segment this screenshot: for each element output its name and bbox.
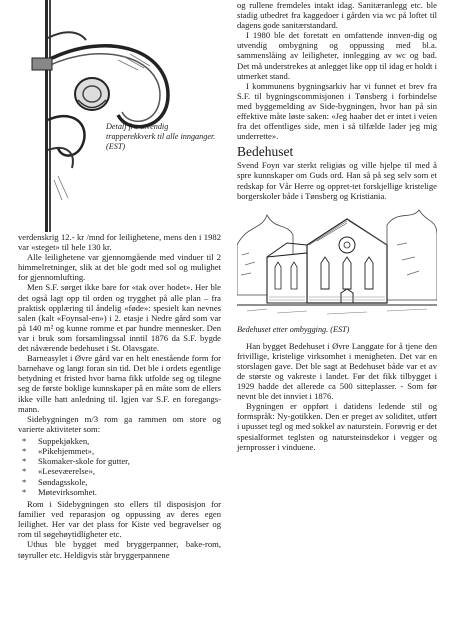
paragraph: I kommunens bygningsarkiv har vi funnet et brev fra S.F. til bygningscommisjonen i Tønsberg i forbindelse med byggemelding av Side-bygningen, hvor han på sin effektive måte løste saken: «Jeg haaber det er intet i veien fra det offentliges side, men i så tilfælde lader jeg mig underrette». — [237, 80, 437, 142]
paragraph: Han bygget Bedehuset i Øvre Langgate for å tjene den frivillige, kristelige virksomhet i menigheten. Det var en storslagen gave. Det ble sagt at Bedehuset både var et av de største og vakreste i landet. Før det fikk tilbygget i 1929 hadde det allerede ca 500 sitteplasser. - Som før nevnt ble det innviet i 1876. — [237, 340, 437, 402]
paragraph: Uthus ble bygget med bryggerpanner, bake-rom, tøyruller etc. Heldigvis står bryggerpannene — [18, 539, 221, 560]
railing-figure — [18, 0, 221, 232]
bedehuset-illustration — [237, 205, 437, 323]
railing-illustration — [18, 0, 221, 232]
list-item: * «Pikehjemmet», — [22, 446, 95, 457]
figure-caption-railing: Detalj fra utvendig trapperekkverk til alle innganger. (EST) — [106, 122, 216, 151]
right-column — [237, 0, 437, 452]
activity-list — [18, 436, 221, 497]
paragraph: Rom i Sidebygningen sto ellers til disposisjon for familier ved reparasjon og oppussing av deres egen leilighet. Her var det plass for Kiste ved begravelser og rom til søgehøytidligheter etc. — [18, 499, 221, 540]
section-heading: Bedehuset — [237, 144, 294, 160]
figure-caption-bedehuset: Bedehuset etter ombygging. (EST) — [237, 324, 350, 334]
list-item: * Møtevirksomhet. — [22, 486, 97, 497]
list-item: * «Lesevæerelse», — [22, 466, 96, 477]
paragraph: Svend Foyn var sterkt religiøs og ville hjelpe til med å spre kunnskaper om Guds ord. Han så på seg selv som et redskap for Vår Herre og oppret-tet forskjellige kristelige borgerskoler både i Tønsberg og Kristiania. — [237, 160, 437, 201]
bedehuset-figure — [237, 205, 437, 335]
paragraph: verdenskrig 12.- kr /mnd for leilighetene, mens den i 1982 var «steget» til hele 130 kr. — [18, 232, 221, 253]
paragraph: Alle leilighetene var gjennomgående med vinduer til 2 himmelretninger, slik at det ble godt med sol og mulighet for gjennomlufting. — [18, 252, 221, 283]
paragraph: Barneasylet i Øvre gård var en helt enestående form for barnehave og langt foran sin tid. Det ble i ordets egentlige betydning et fristed hvor barna fikk utfolde seg og tilegne seg de første boklige kunnskaper på en måte som de ellers ikke ville hatt anledning til. Igjen var S.F. en foregangs-mann. — [18, 353, 221, 414]
paragraph: I 1980 ble det foretatt en omfattende innven-dig og utvendig ombygning og oppussing med bl.a. sammenslåing av leiligheter, innlegging av wc og bad. Det må understrekes at anlegget like opp til idag er holdt i utmerket stand. — [237, 30, 437, 81]
left-column — [18, 0, 221, 560]
list-item: * Suppekjøkken, — [22, 435, 90, 446]
paragraph: Bygningen er oppført i datidens ledende stil og formspråk: Ny-gotikken. Den er preget av soliditet, utført i upusset tegl og med sokkel av naturstein. Forøvrig er det spesialformet teglsten og natursteinsdekor i vegger og jernprosser i vinduene. — [237, 401, 437, 452]
paragraph: og rullene fremdeles intakt idag. Sanitæranlegg etc. ble stadig utbedret fra kaggedoer i gården via wc på loftet til dagens gode sanitærstandard. — [237, 0, 437, 31]
list-item: * Skomaker-skole for gutter, — [22, 456, 130, 467]
paragraph: Sidebygningen m/3 rom ga rammen om store og varierte aktiviteter som: — [18, 413, 221, 434]
paragraph: Men S.F. sørget ikke bare for «tak over hodet». Her ble det også lagt opp til orden og trygghet på alle plan – fra praktisk opplæring til åndelig «føde»: spesielt kan nevnes salen (kalt «Foynsal-en») i 2. etasje i Nedre gård som var på 140 m² og kunne romme et par hundre mennesker. Den var i bruk som forsamlingssal inntil 1876 da S.F. bygde det nåværende bedehuset i St. Olavsgate. — [18, 282, 221, 354]
list-item: * Søndagsskole, — [22, 476, 88, 487]
